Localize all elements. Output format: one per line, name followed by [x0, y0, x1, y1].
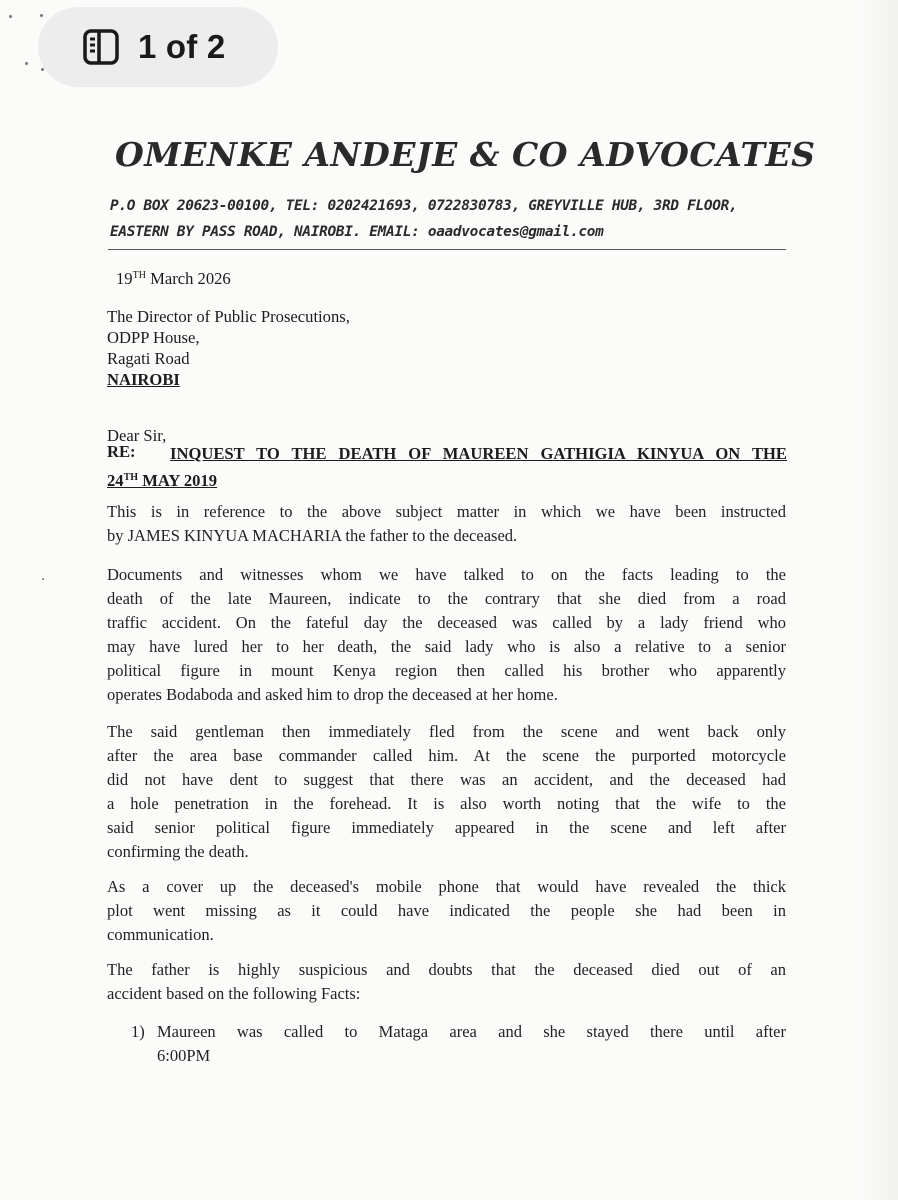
body-paragraph-1 [107, 500, 786, 548]
date-suffix: TH [132, 270, 146, 281]
addressee-block [107, 306, 350, 390]
letterhead-address-line-1: P.O BOX 20623-00100, TEL: 0202421693, 0722830783, GREYVILLE HUB, 3RD FLOOR, [110, 198, 738, 214]
text-line: The said gentleman then immediately fled from the scene and went back only [107, 722, 786, 741]
text-line: confirming the death. [107, 842, 249, 861]
scan-speck [25, 62, 28, 65]
page-view-icon [82, 28, 120, 66]
text-line: 6:00PM [157, 1046, 211, 1065]
subject-line [107, 442, 787, 493]
text-line: accident based on the following Facts: [107, 984, 361, 1003]
subject-day-suffix: TH [123, 472, 139, 483]
text-line: by JAMES KINYUA MACHARIA the father to the deceased. [107, 526, 518, 545]
text-line: The father is highly suspicious and doubts that the deceased died out of an [107, 960, 786, 979]
letterhead-address-line-2: EASTERN BY PASS ROAD, NAIROBI. EMAIL: oaadvocates@gmail.com [110, 224, 604, 240]
letterhead-divider [108, 249, 786, 250]
text-line: political figure in mount Kenya region then called his brother who apparently [107, 661, 786, 680]
body-paragraph-3 [107, 720, 786, 864]
text-line: operates Bodaboda and asked him to drop the deceased at her home. [107, 685, 558, 704]
text-line: This is in reference to the above subject matter in which we have been instructed [107, 502, 786, 521]
subject-line-1: INQUEST TO THE DEATH OF MAUREEN GATHIGIA KINYUA ON THE [170, 444, 787, 463]
page-edge-shadow [858, 0, 898, 1200]
subject-line-2 [107, 466, 787, 493]
subject-day: 24 [107, 471, 124, 490]
page-indicator-label: 1 of 2 [138, 28, 226, 65]
text-line: death of the late Maureen, indicate to the contrary that she died from a road [107, 589, 786, 608]
body-paragraph-2 [107, 563, 786, 707]
date-rest: March 2026 [145, 269, 231, 288]
text-line: Documents and witnesses whom we have talked to on the facts leading to the [107, 565, 786, 584]
firm-name: OMENKE ANDEJE & CO ADVOCATES [115, 135, 816, 174]
re-label: RE: [107, 442, 136, 461]
addressee-city: NAIROBI [107, 370, 180, 389]
addressee-line: ODPP House, [107, 328, 200, 347]
addressee-line: Ragati Road [107, 349, 190, 368]
subject-rest: MAY 2019 [138, 471, 218, 490]
text-line: plot went missing as it could have indicated the people she had been in [107, 901, 786, 920]
text-line: said senior political figure immediately appeared in the scene and left after [107, 818, 786, 837]
list-item [131, 1020, 786, 1068]
text-line: As a cover up the deceased's mobile phone that would have revealed the thick [107, 877, 786, 896]
text-line: after the area base commander called him. At the scene the purported motorcycle [107, 746, 786, 765]
list-item-number: 1) [131, 1022, 145, 1041]
scan-speck [9, 15, 12, 18]
scan-speck [40, 14, 43, 17]
text-line: a hole penetration in the forehead. It is also worth noting that the wife to the [107, 794, 786, 813]
scan-speck [42, 578, 44, 580]
text-line: did not have dent to suggest that there was an accident, and the deceased had [107, 770, 786, 789]
letter-date [116, 266, 231, 289]
addressee-line: The Director of Public Prosecutions, [107, 307, 350, 326]
salutation: Dear Sir, [107, 426, 167, 445]
body-paragraph-5 [107, 958, 786, 1006]
text-line: traffic accident. On the fateful day the deceased was called by a lady friend who [107, 613, 786, 632]
text-line: Maureen was called to Mataga area and she stayed there until after [157, 1022, 786, 1041]
body-paragraph-4 [107, 875, 786, 947]
page-indicator[interactable] [38, 7, 278, 87]
date-day: 19 [116, 269, 133, 288]
text-line: communication. [107, 925, 214, 944]
text-line: may have lured her to her death, the said lady who is also a relative to a senior [107, 637, 786, 656]
